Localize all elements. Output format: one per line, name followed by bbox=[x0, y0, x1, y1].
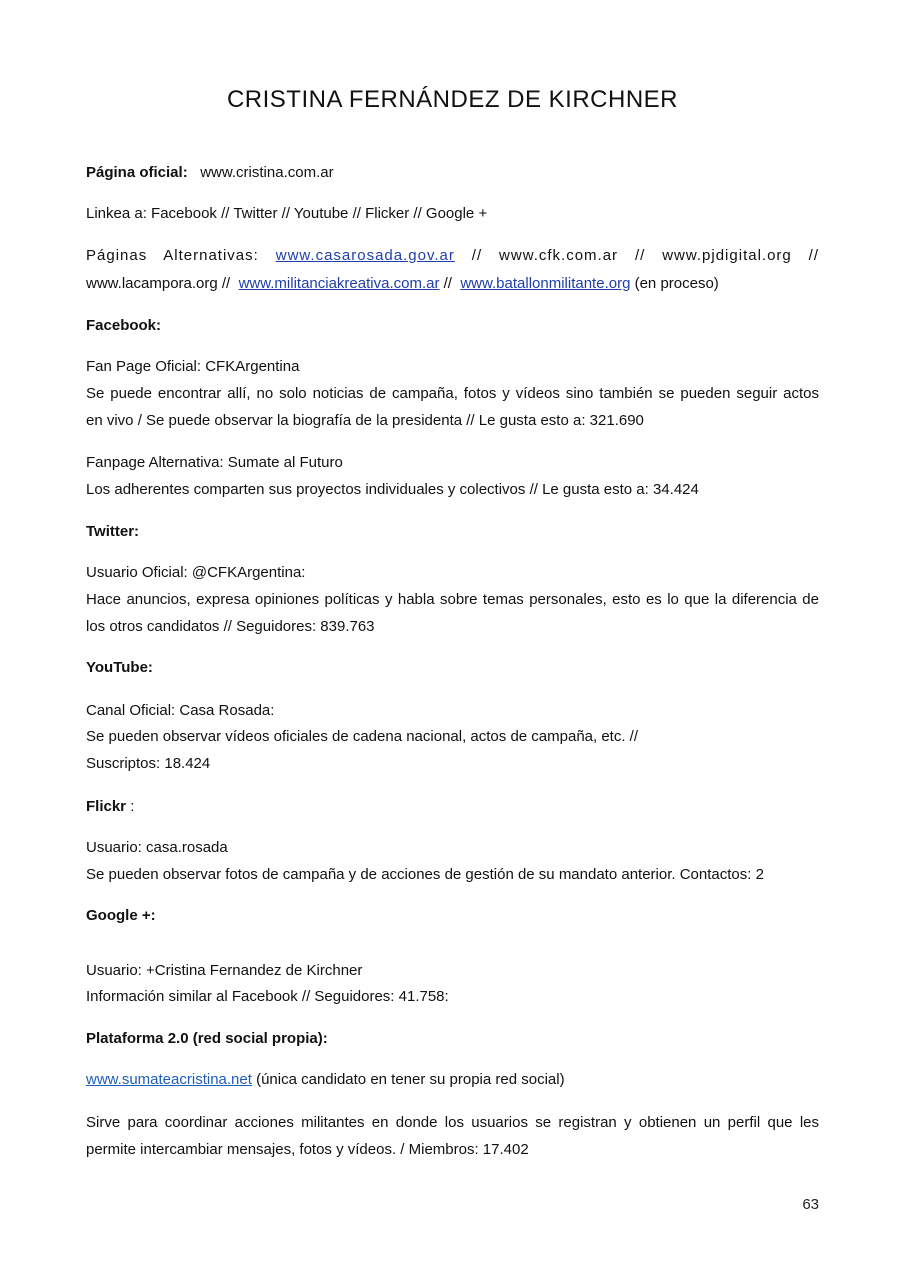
flickr-heading-line bbox=[86, 797, 819, 817]
facebook-fan-page: Fan Page Oficial: CFKArgentina bbox=[86, 358, 300, 375]
google-user: Usuario: +Cristina Fernandez de Kirchner bbox=[86, 962, 363, 979]
platform-link-line bbox=[86, 1070, 819, 1090]
facebook-description-2: en vivo / Se puede observar la biografía de la presidenta // Le gusta esto a: 321.690 bbox=[86, 412, 644, 429]
separator: // bbox=[471, 247, 483, 264]
pjdigital-site: www.pjdigital.org bbox=[662, 247, 792, 264]
google-description: Información similar al Facebook // Seguidores: 41.758: bbox=[86, 988, 449, 1005]
batallonmilitante-link[interactable]: www.batallonmilitante.org bbox=[460, 275, 631, 292]
platform-description-2: permite intercambiar mensajes, fotos y vídeos. / Miembros: 17.402 bbox=[86, 1141, 529, 1158]
separator: // bbox=[443, 275, 452, 292]
facebook-alt-description: Los adherentes comparten sus proyectos individuales y colectivos // Le gusta esto a: 34.424 bbox=[86, 481, 699, 498]
page-title: CRISTINA FERNÁNDEZ DE KIRCHNER bbox=[226, 86, 679, 113]
cfk-site: www.cfk.com.ar bbox=[499, 247, 619, 264]
facebook-heading: Facebook: bbox=[86, 317, 162, 334]
google-heading: Google +: bbox=[86, 907, 156, 924]
alternative-pages-line-2 bbox=[86, 274, 819, 294]
alternative-pages-line bbox=[86, 246, 819, 266]
flickr-description: Se pueden observar fotos de campaña y de acciones de gestión de su mandato anterior. Contactos: 2 bbox=[86, 866, 764, 883]
lacampora-site: www.lacampora.org // bbox=[86, 275, 231, 292]
youtube-heading: YouTube: bbox=[86, 659, 153, 676]
sumateacristina-link[interactable]: www.sumateacristina.net bbox=[86, 1071, 252, 1088]
twitter-description-1: Hace anuncios, expresa opiniones políticas y habla sobre temas personales, esto es lo que la diferencia de bbox=[86, 591, 819, 608]
separator: // bbox=[808, 247, 820, 264]
twitter-heading: Twitter: bbox=[86, 523, 140, 540]
links-line: Linkea a: Facebook // Twitter // Youtube // Flicker // Google + bbox=[86, 205, 488, 222]
flickr-user: Usuario: casa.rosada bbox=[86, 839, 228, 856]
militanciakreativa-link[interactable]: www.militanciakreativa.com.ar bbox=[238, 275, 440, 292]
facebook-alt-page: Fanpage Alternativa: Sumate al Futuro bbox=[86, 454, 343, 471]
youtube-subscribers: Suscriptos: 18.424 bbox=[86, 755, 211, 772]
youtube-description: Se pueden observar vídeos oficiales de cadena nacional, actos de campaña, etc. // bbox=[86, 728, 639, 745]
casarosada-link[interactable]: www.casarosada.gov.ar bbox=[275, 247, 455, 264]
facebook-description-1: Se puede encontrar allí, no solo noticias de campaña, fotos y vídeos sino también se pueden seguir actos bbox=[86, 385, 819, 402]
in-progress-note: (en proceso) bbox=[634, 275, 719, 292]
youtube-channel: Canal Oficial: Casa Rosada: bbox=[86, 702, 275, 719]
platform-heading: Plataforma 2.0 (red social propia): bbox=[86, 1030, 328, 1047]
platform-description-1: Sirve para coordinar acciones militantes en donde los usuarios se registran y obtienen un perfil que les bbox=[86, 1114, 819, 1131]
page-number: 63 bbox=[802, 1196, 819, 1213]
official-page-label: Página oficial: bbox=[86, 164, 188, 181]
separator: // bbox=[634, 247, 646, 264]
twitter-description-2: los otros candidatos // Seguidores: 839.763 bbox=[86, 618, 375, 635]
alternative-pages-label: Páginas Alternativas: bbox=[86, 247, 259, 264]
flickr-heading: Flickr bbox=[86, 798, 127, 815]
twitter-user: Usuario Oficial: @CFKArgentina: bbox=[86, 564, 306, 581]
official-page-url: www.cristina.com.ar bbox=[200, 164, 334, 181]
platform-link-note: (única candidato en tener su propia red social) bbox=[251, 1071, 565, 1088]
flickr-colon: : bbox=[126, 798, 135, 815]
official-page-line bbox=[86, 163, 819, 183]
